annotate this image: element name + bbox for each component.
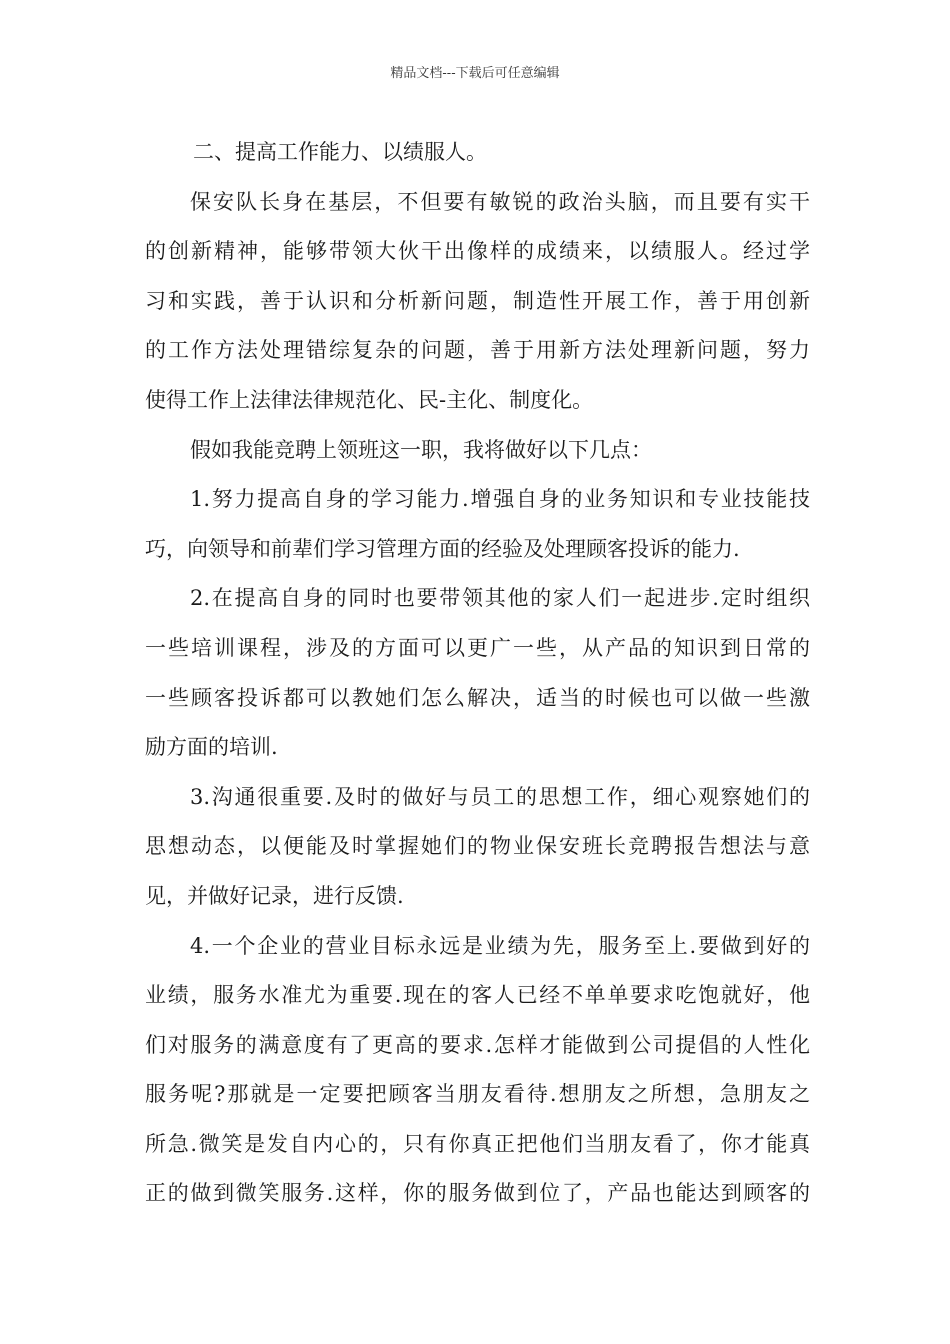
text-line: 2.在提高自身的同时也要带领其他的家人们一起进步.定时组织: [190, 586, 810, 611]
text-line: 巧，向领导和前辈们学习管理方面的经验及处理顾客投诉的能力.: [145, 536, 740, 561]
text-line: 励方面的培训.: [145, 735, 278, 760]
text-line: 假如我能竞聘上领班这一职，我将做好以下几点：: [190, 437, 652, 462]
text-line: 1.努力提高自身的学习能力.增强自身的业务知识和专业技能技: [190, 487, 810, 512]
text-line: 的工作方法处理错综复杂的问题，善于用新方法处理新问题，努力: [145, 338, 810, 363]
text-line: 习和实践，善于认识和分析新问题，制造性开展工作，善于用创新: [145, 288, 810, 313]
text-line: 业绩，服务水准尤为重要.现在的客人已经不单单要求吃饱就好，他: [145, 983, 810, 1008]
text-line: 们对服务的满意度有了更高的要求.怎样才能做到公司提倡的人性化: [145, 1032, 810, 1057]
text-line: 4.一个企业的营业目标永远是业绩为先，服务至上.要做到好的: [190, 933, 810, 958]
page-header: 精品文档---下载后可任意编辑: [390, 66, 560, 81]
text-line: 保安队长身在基层，不但要有敏锐的政治头脑，而且要有实干: [190, 189, 810, 214]
text-line: 服务呢?那就是一定要把顾客当朋友看待.想朋友之所想，急朋友之: [145, 1082, 810, 1107]
text-line: 二、提高工作能力、以绩服人。: [193, 140, 487, 164]
text-line: 见，并做好记录，进行反馈.: [145, 883, 404, 908]
text-line: 的创新精神，能够带领大伙干出像样的成绩来，以绩服人。经过学: [145, 239, 810, 264]
document-body: [145, 128, 810, 1219]
text-line: 一些培训课程，涉及的方面可以更广一些，从产品的知识到日常的: [145, 635, 810, 660]
text-line: 一些顾客投诉都可以教她们怎么解决，适当的时候也可以做一些激: [145, 685, 810, 710]
text-line: 所急.微笑是发自内心的，只有你真正把他们当朋友看了，你才能真: [145, 1131, 810, 1156]
text-line: 3.沟通很重要.及时的做好与员工的思想工作，细心观察她们的: [190, 784, 810, 809]
text-line: 正的做到微笑服务.这样，你的服务做到位了，产品也能达到顾客的: [145, 1181, 810, 1206]
text-line: 思想动态，以便能及时掌握她们的物业保安班长竞聘报告想法与意: [145, 834, 810, 859]
text-line: 使得工作上法律法律规范化、民-主化、制度化。: [145, 387, 594, 412]
